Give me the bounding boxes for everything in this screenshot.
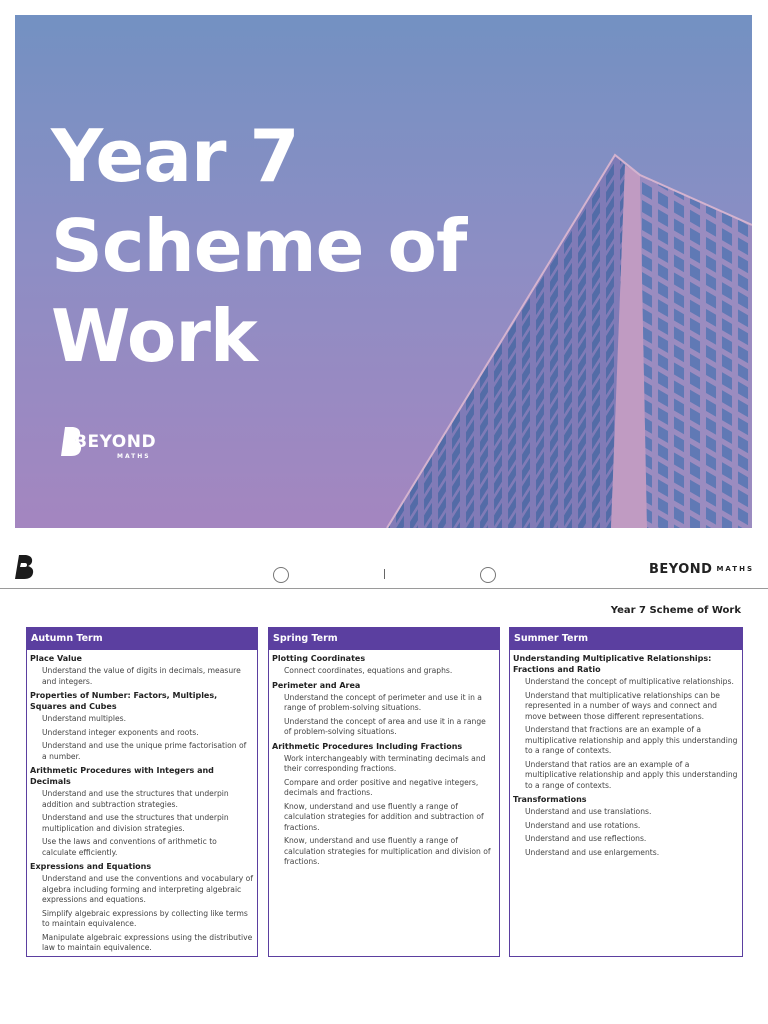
objective-item: Understand that fractions are an example of a multiplicative relationship and apply this understanding to a range of contexts. (525, 725, 738, 755)
beyond-maths-logo (59, 421, 179, 461)
topic-title: Expressions and Equations (30, 862, 152, 871)
topic-title: Transformations (513, 795, 587, 804)
beyond-b-logo-icon (14, 554, 36, 580)
objective-item: Simplify algebraic expressions by collecting like terms to maintain equivalence. (42, 908, 248, 928)
objective-item: Understand and use reflections. (525, 834, 647, 843)
topic (30, 765, 253, 858)
objective-item: Understand integer exponents and roots. (42, 727, 199, 737)
topic (30, 690, 253, 762)
topic (513, 794, 738, 858)
cover-title-line: Year 7 (51, 114, 299, 198)
topic-title: Properties of Number: Factors, Multiples, Squares and Cubes (30, 691, 218, 711)
objective-item: Know, understand and use fluently a range of calculation strategies for multiplication and division of fractions. (284, 836, 491, 866)
term-column-spring (268, 627, 500, 957)
topic (30, 653, 253, 687)
topic-title: Arithmetic Procedures with Integers and Decimals (30, 766, 214, 786)
nav-next-button[interactable] (480, 567, 496, 583)
term-body (27, 650, 257, 954)
cover-title (51, 111, 466, 381)
objective-item: Use the laws and conventions of arithmetic to calculate efficiently. (42, 837, 217, 857)
objective-item: Manipulate algebraic expressions using the distributive law to maintain equivalence. (42, 932, 253, 952)
topic (30, 861, 253, 954)
document-title: Year 7 Scheme of Work (610, 605, 741, 616)
topic-title: Place Value (30, 654, 82, 663)
topic (272, 653, 495, 677)
term-header: Summer Term (510, 628, 742, 650)
term-body (269, 650, 499, 868)
objective-item: Understand that multiplicative relationships can be represented in a number of ways and connect and move between those different representations. (525, 690, 720, 721)
objective-item: Understand the concept of multiplicative relationships. (525, 677, 734, 686)
term-header: Spring Term (269, 628, 499, 650)
objective-item: Know, understand and use fluently a range of calculation strategies for addition and subtraction of fractions. (284, 801, 484, 832)
term-column-autumn (26, 627, 258, 957)
objective-item: Understand the value of digits in decimals, measure and integers. (42, 666, 241, 686)
cover-title-line: Work (51, 294, 257, 378)
logo-beyond-text: BEYOND (74, 432, 157, 452)
objective-item: Understand multiples. (42, 714, 126, 723)
topic (513, 653, 738, 791)
cover-title-line: Scheme of (51, 204, 467, 288)
topic (272, 680, 495, 738)
term-body (510, 650, 742, 858)
wordmark-beyond: BEYOND (649, 562, 713, 577)
term-header: Autumn Term (27, 628, 257, 650)
topic-title: Plotting Coordinates (272, 654, 366, 663)
logo-maths-text: MATHS (117, 453, 151, 460)
objective-item: Compare and order positive and negative integers, decimals and fractions. (284, 777, 479, 797)
wordmark-maths: MATHS (716, 564, 754, 573)
nav-divider (384, 569, 385, 579)
cover-page (15, 15, 752, 528)
topic-title: Perimeter and Area (272, 680, 361, 690)
objective-item: Understand the concept of area and use it in a range of problem-solving situations. (284, 716, 486, 736)
topic-title: Understanding Multiplicative Relationships: Fractions and Ratio (513, 654, 712, 674)
objective-item: Understand the concept of perimeter and use it in a range of problem-solving situations. (284, 692, 482, 712)
objective-item: Understand and use enlargements. (525, 847, 660, 857)
objective-item: Understand and use the conventions and vocabulary of algebra including forming and interpreting algebraic expressions and equations. (42, 874, 253, 904)
term-column-summer (509, 627, 743, 957)
objective-item: Understand and use translations. (525, 807, 652, 816)
objective-item: Understand and use the structures that underpin addition and subtraction strategies. (42, 789, 229, 809)
objective-item: Work interchangeably with terminating decimals and their corresponding fractions. (284, 753, 486, 773)
objective-item: Understand and use rotations. (525, 820, 641, 830)
header-wordmark (649, 558, 754, 577)
objective-item: Understand and use the structures that underpin multiplication and division strategies. (42, 813, 229, 833)
objective-item: Understand that ratios are an example of a multiplicative relationship and apply this understanding to a range of contexts. (525, 759, 738, 790)
objective-item: Connect coordinates, equations and graphs. (284, 666, 453, 675)
nav-previous-button[interactable] (273, 567, 289, 583)
objective-item: Understand and use the unique prime factorisation of a number. (42, 741, 247, 761)
topic (272, 741, 495, 868)
topic-title: Arithmetic Procedures Including Fractions (272, 741, 463, 751)
page-header (0, 540, 768, 589)
